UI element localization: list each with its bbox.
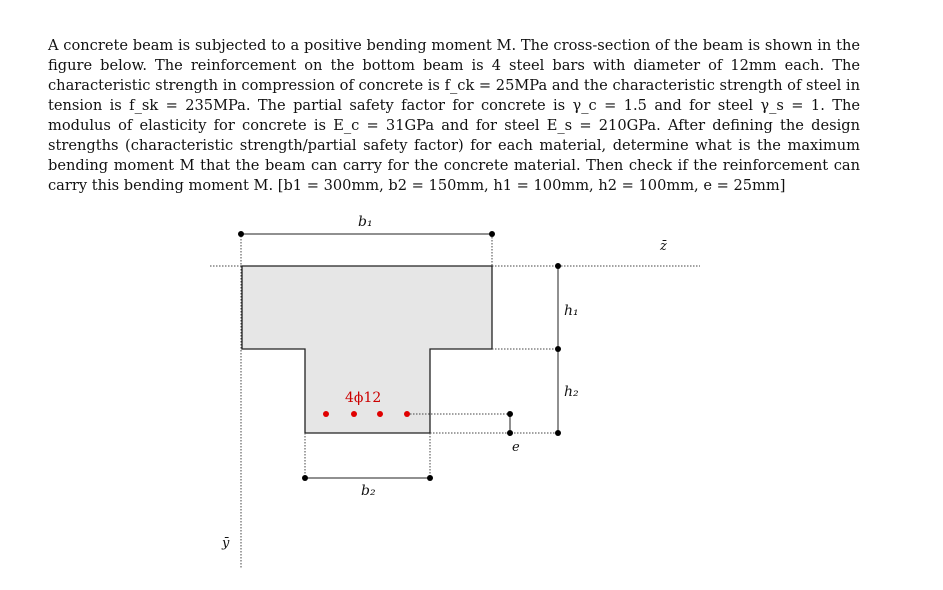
h1-label: h₁: [564, 303, 579, 319]
b1-dimension-end: [238, 231, 244, 237]
b1-label: b₁: [358, 214, 373, 230]
b2-label: b₂: [361, 483, 376, 499]
h1-h2-mid-end: [555, 346, 561, 352]
e-top-end: [507, 411, 513, 417]
b2-dimension-end: [427, 475, 433, 481]
rebar-4: [404, 411, 410, 417]
problem-statement: A concrete beam is subjected to a positive bending moment M. The cross-section of the beam is shown in the figure below. The reinforcement on the bottom beam is 4 steel bars with diameter of 12mm each. The characteristic strength in compression of concrete is f_ck = 25MPa and the characteristic strength of steel in tension is f_sk = 235MPa. The partial safety factor for concrete is γ_c = 1.5 and for steel γ_s = 1. The modulus of elasticity for concrete is E_c = 31GPa and for steel E_s = 210GPa. After defining the design strengths (characteristic strength/partial safety factor) for each material, determine what is the maximum bending moment M that the beam can carry for the concrete material. Then check if the reinforcement can carry this bending moment M. [b1 = 300mm, b2 = 150mm, h1 = 100mm, h2 = 100mm, e = 25mm]: [48, 37, 860, 194]
ybar-label: ȳ: [222, 536, 230, 551]
h2-bottom-end: [555, 430, 561, 436]
b2-dimension-end: [302, 475, 308, 481]
h2-label: h₂: [564, 384, 579, 400]
e-label: e: [512, 440, 520, 455]
rebar-3: [377, 411, 383, 417]
rebar-label: 4ϕ12: [345, 390, 382, 406]
t-section-shape: [242, 266, 492, 433]
rebar-1: [323, 411, 329, 417]
rebar-2: [351, 411, 357, 417]
zbar-label: z̄: [660, 239, 667, 254]
h1-top-end: [555, 263, 561, 269]
b1-dimension-end: [489, 231, 495, 237]
e-bottom-end: [507, 430, 513, 436]
